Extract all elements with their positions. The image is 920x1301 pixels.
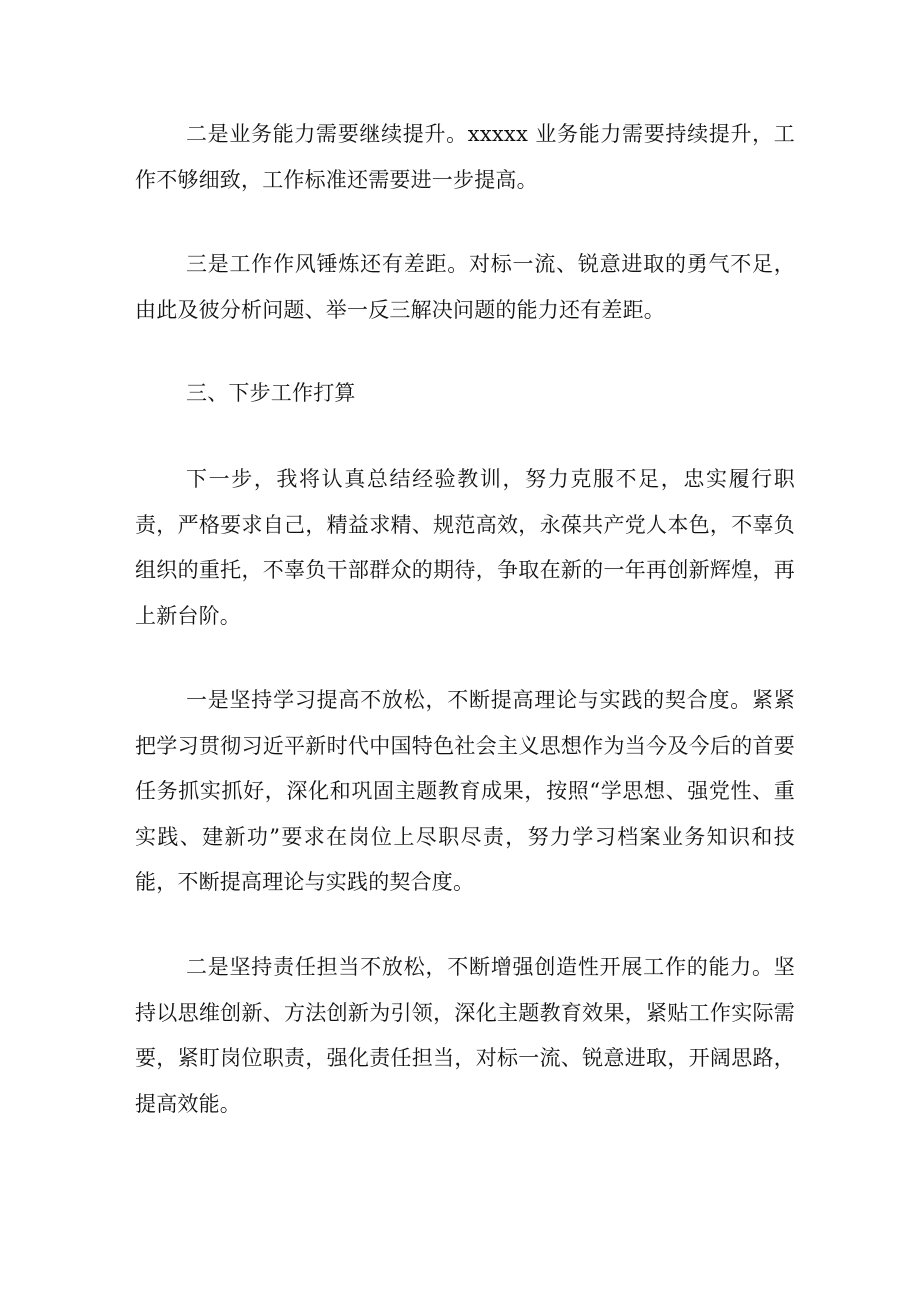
- paragraph-study-commitment: 一是坚持学习提高不放松，不断提高理论与实践的契合度。紧紧把学习贯彻习近平新时代中国特色社会主义思想作为当今及今后的首要任务抓实抓好，深化和巩固主题教育成果，按照“学思想、强党性、重实践、建新功”要求在岗位上尽职尽责，努力学习档案业务知识和技能，不断提高理论与实践的契合度。: [135, 688, 795, 894]
- paragraph-responsibility-commitment: 二是坚持责任担当不放松，不断增强创造性开展工作的能力。坚持以思维创新、方法创新为引领，深化主题教育效果，紧贴工作实际需要，紧盯岗位职责，强化责任担当，对标一流、锐意进取，开阔思路，提高效能。: [135, 955, 795, 1116]
- section-heading-next-steps: 三、下步工作打算: [186, 381, 356, 405]
- paragraph-work-style: 三是工作作风锤炼还有差距。对标一流、锐意进取的勇气不足，由此及彼分析问题、举一反三解决问题的能力还有差距。: [135, 252, 795, 322]
- paragraph-next-step-summary: 下一步，我将认真总结经验教训，努力克服不足，忠实履行职责，严格要求自己，精益求精、规范高效，永葆共产党人本色，不辜负组织的重托，不辜负干部群众的期待，争取在新的一年再创新辉煌，再上新台阶。: [135, 467, 795, 628]
- paragraph-business-ability: 二是业务能力需要继续提升。xxxxx 业务能力需要持续提升，工作不够细致，工作标准还需要进一步提高。: [135, 122, 795, 192]
